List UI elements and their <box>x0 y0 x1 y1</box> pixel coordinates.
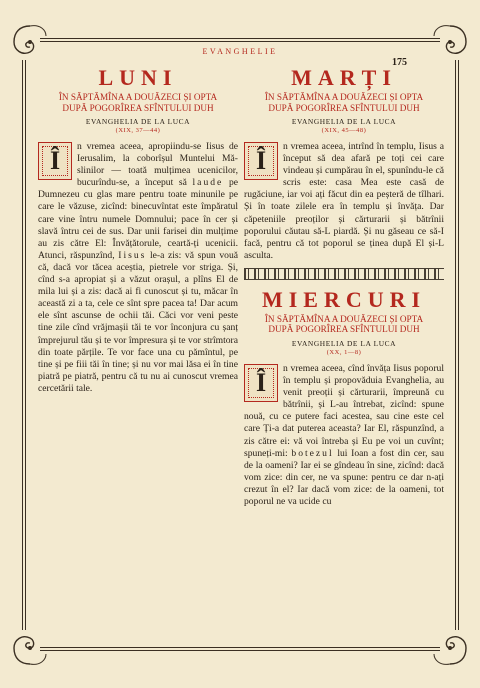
subtitle-line: DUPĂ POGORÎREA SFÎNTULUI DUH <box>62 102 214 113</box>
running-head: EVANGHELIE <box>202 47 278 56</box>
gospel-heading: EVANGHELIA DE LA LUCA <box>291 338 397 348</box>
day-title-miercuri: MIERCURI <box>261 286 427 312</box>
dropcap-letter: Î <box>255 146 267 175</box>
dropcap-ornament <box>244 142 278 180</box>
dropcap-letter: Î <box>255 367 267 397</box>
scripture-reference: (XX, 1—8) <box>326 348 362 356</box>
text-segment: n vremea aceea, intrînd în templu, Iisus a început să dea afară pe toți cei care vindeau și cumpărau în el, spunîndu-le că scris este: casa Mea este casă de rugăciune, iar voi ați făcut din ea peșteră de tîlhari. Și în toate zilele era în templu și învăța. Dar căpeteniile preoților și cărturarii și bătrînii poporului căutau să-L piardă. Și nu găseau ce să-I facă, pentru că tot poporul se ținea după El și-L asculta. <box>244 141 444 261</box>
gospel-text <box>244 141 444 262</box>
text-emphasis: botezul <box>291 447 334 459</box>
day-title-marti: MARȚI <box>291 65 397 90</box>
subtitle-line: ÎN SĂPTĂMÎNA A DOUĂZECI ȘI OPTA <box>264 92 424 102</box>
subtitle-line: DUPĂ POGORÎREA SFÎNTULUI DUH <box>268 324 420 335</box>
border-right <box>455 60 456 630</box>
ornament-corner-icon <box>10 22 50 62</box>
column-right <box>244 66 444 508</box>
day-title-luni: LUNI <box>98 65 178 90</box>
gospel-heading: EVANGHELIA DE LA LUCA <box>291 117 397 126</box>
subtitle <box>244 314 444 335</box>
border-top-inner <box>40 41 440 42</box>
scripture-reference: (XIX, 45—48) <box>321 127 367 134</box>
text-emphasis: laude <box>192 177 224 189</box>
dropcap-ornament <box>38 142 72 180</box>
ornament-corner-icon <box>430 628 470 668</box>
scripture-reference: (XIX, 37—44) <box>115 127 161 134</box>
border-top <box>40 38 440 39</box>
text-segment: le-a zis: vă spun vouă că, dacă vor tăcea aceștia, pietrele vor striga. Și, cînd s-a apropiat și a văzut orașul, a plîns El de mila lui și a zis: dacă ai fi cunoscut și tu, măcar în această zi a ta, cele ce sînt spre pacea ta! Dar acum ele sînt ascunse de ochii tăi. Căci vor veni peste tine zile cînd vrăjmașii tăi te vor înconjura cu șanț împrejurul tău și te vor împresura și te vor strîmtora din toate părțile. Te vor face una cu pămîntul, pe tine și pe fiii tăi în tine; și nu vor mai lăsa ei în tine piatră pe piatră, pentru că tu nu ai cunoscut vremea cercetării tale. <box>38 249 238 394</box>
ornament-corner-icon <box>430 22 470 62</box>
subtitle-line: ÎN SĂPTĂMÎNA A DOUĂZECI ȘI OPTA <box>58 92 218 102</box>
text-emphasis: Iisus <box>118 249 147 261</box>
column-left <box>38 66 238 395</box>
gospel-heading: EVANGHELIA DE LA LUCA <box>85 117 191 126</box>
ornament-corner-icon <box>10 628 50 668</box>
subtitle <box>244 92 444 113</box>
gospel-text <box>244 363 444 508</box>
border-bottom-inner <box>40 650 440 651</box>
border-left <box>22 60 23 630</box>
subtitle-line: ÎN SĂPTĂMÎNA A DOUĂZECI ȘI OPTA <box>264 313 424 324</box>
text-segment: pe Dumnezeu cu glas mare pentru toate minunile pe care le văzuse, zicînd: binecuvîntat este împăratul care vine întru numele Domnului; pace în cer și slavă întru cei de sus. Dar unii farisei din mulțime au zis către El: Învățătorule, ceartă-ți ucenicii. Atunci, răspunzînd, <box>38 177 238 261</box>
gospel-text <box>38 141 238 395</box>
subtitle <box>38 92 238 113</box>
border-bottom <box>40 647 440 648</box>
text-segment: n vremea aceea, cînd învăța Iisus poporul în templu și propovăduia Evanghelia, au venit preoții și cărturarii, împreună cu bătrînii, și L-au întrebat, zicînd: spune nouă, cu ce putere faci acestea, sau cine este cel care Ți-a dat puterea aceasta? Iar El, răspunzînd, a zis către ei: vă voi întreba și Eu pe voi un cuvînt; spuneți-mi: <box>244 362 444 459</box>
dropcap-ornament <box>244 364 278 402</box>
text-segment: lui Ioan a fost din cer, sau de la oameni? Iar ei se gîndeau în sine, zicînd: dacă vom zice: din cer, ne va spune: pentru ce dar n-ați crezut în el? Iar dacă vom zice: de la oameni, tot poporul ne va ucide cu <box>244 447 444 507</box>
border-right-inner <box>458 60 459 630</box>
subtitle-line: DUPĂ POGORÎREA SFÎNTULUI DUH <box>268 102 420 113</box>
dropcap-letter: Î <box>49 146 61 175</box>
ornamental-divider <box>244 268 444 280</box>
text-segment: n vremea aceea, apropiindu-se Iisus de Ierusalim, la coborîșul Muntelui Măslinilor — toată mulțimea ucenicilor, bucurîndu-se, a început să <box>77 141 238 189</box>
border-left-inner <box>25 60 26 630</box>
page-number: 175 <box>392 57 407 68</box>
